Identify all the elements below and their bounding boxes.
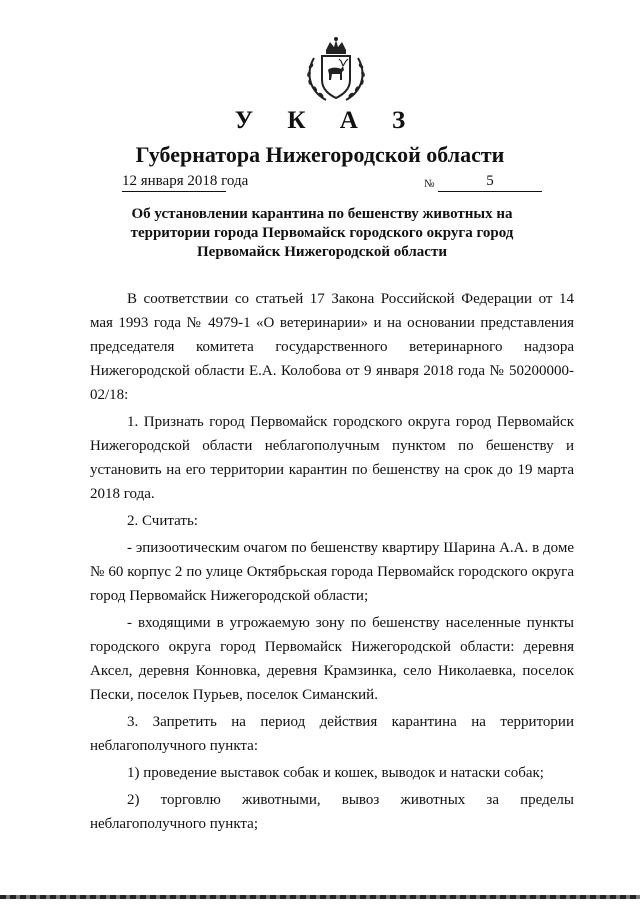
scan-edge-line: [0, 895, 640, 899]
document-body: [90, 287, 574, 839]
paragraph-item-3: 3. Запретить на период действия карантина на территории неблагополучного пункта:: [90, 714, 574, 754]
paragraph-item-2-zone: - входящими в угрожаемую зону по бешенству населенные пункты городского округа город Первомайск Нижегородской области: деревня Аксел, деревня Конновка, деревня Крамзинка, село Николаевка, поселок Пески, поселок Пурьев, поселок Симанский.: [90, 615, 574, 703]
paragraph-item-1: 1. Признать город Первомайск городского округа город Первомайск Нижегородской области неблагополучным пунктом по бешенству и установить на его территории карантин по бешенству на срок до 19 марта 2018 года.: [90, 414, 574, 502]
decree-number: 5: [438, 171, 542, 192]
paragraph-item-2-focus: - эпизоотическим очагом по бешенству квартиру Шарина А.А. в доме № 60 корпус 2 по улице Октябрьская города Первомайск городского округа город Первомайск Нижегородской области;: [90, 540, 574, 604]
number-label: №: [424, 178, 435, 190]
paragraph-item-3-2: 2) торговлю животными, вывоз животных за пределы неблагополучного пункта;: [90, 792, 574, 832]
document-heading: Об установлении карантина по бешенству животных на территории города Первомайск городского округа город Первомайск Нижегородской области: [130, 206, 514, 260]
paragraph-preamble: В соответствии со статьей 17 Закона Российской Федерации от 14 мая 1993 года № 4979-1 «О ветеринарии» и на основании представления председателя комитета государственного ветеринарного надзора Нижегородской области Е.А. Колобова от 9 января 2018 года № 50200000-02/18:: [90, 291, 574, 403]
paragraph-item-3-1: 1) проведение выставок собак и кошек, выводок и натаски собак;: [127, 765, 544, 781]
decree-title: У К А З: [234, 107, 420, 134]
issuer-title: Губернатора Нижегородской области: [135, 142, 505, 167]
paragraph-item-2: 2. Считать:: [127, 513, 198, 529]
nizhny-novgorod-coat-of-arms-icon: [300, 36, 372, 104]
decree-date: 12 января 2018 года: [122, 171, 226, 192]
